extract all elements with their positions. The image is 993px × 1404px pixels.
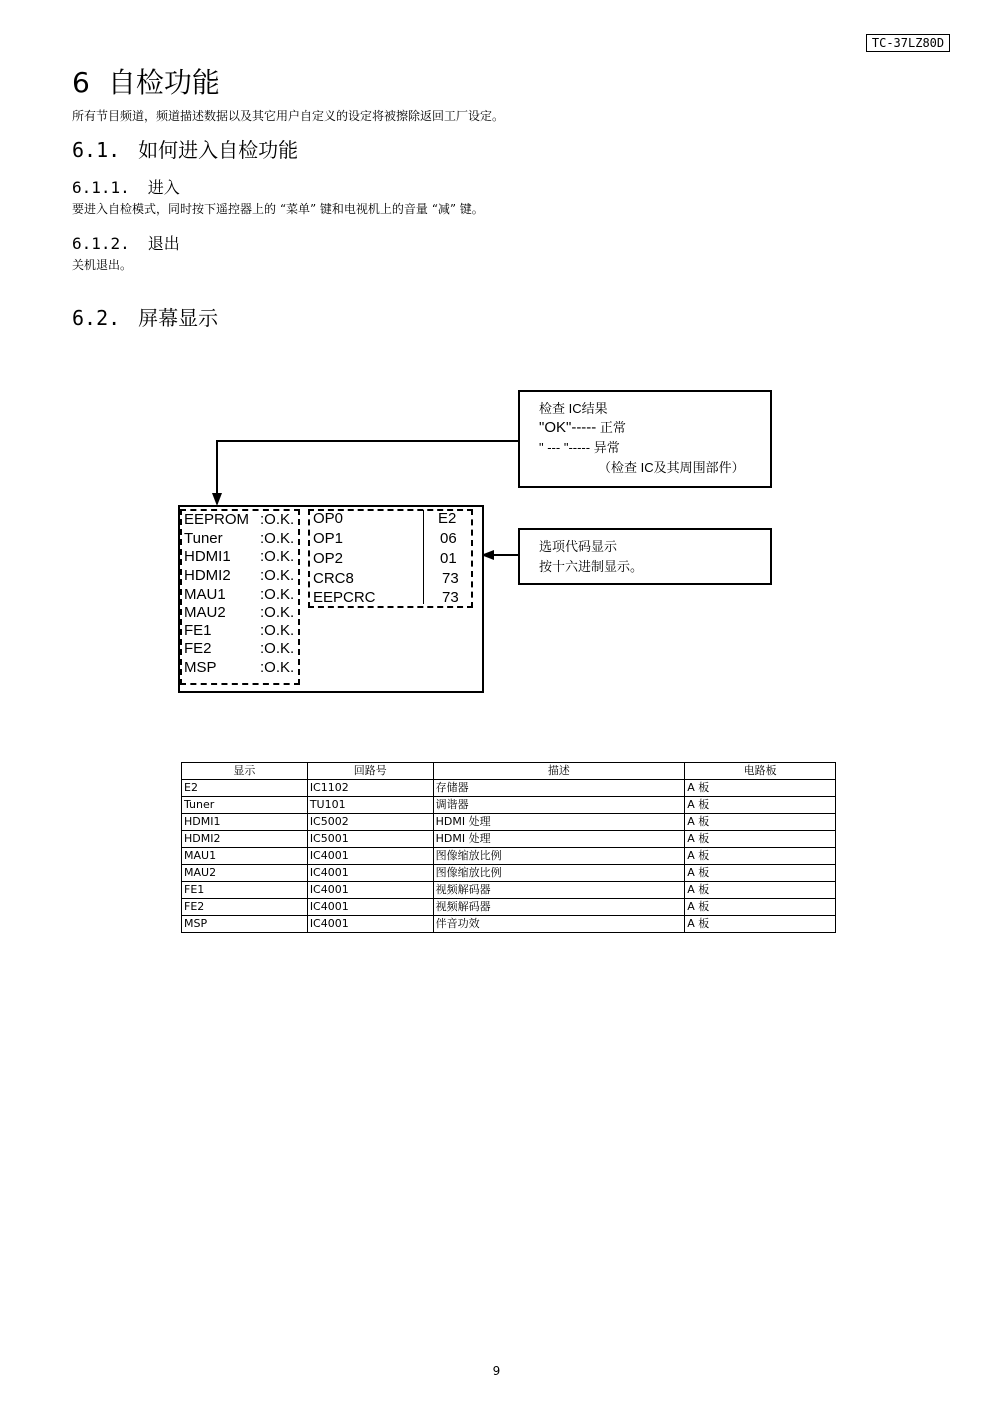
table-row bbox=[182, 899, 836, 916]
check-name: FE1 bbox=[184, 622, 212, 639]
option-code-note bbox=[518, 528, 772, 585]
check-name: Tuner bbox=[184, 530, 223, 547]
table-cell: FE2 bbox=[182, 899, 308, 916]
check-name: EEPROM bbox=[184, 511, 250, 528]
ic-note-ok-code: "OK"----- bbox=[539, 419, 597, 436]
check-status: :O.K. bbox=[260, 511, 295, 528]
option-name: CRC8 bbox=[313, 570, 354, 587]
subsection-6-1-2-title: 退出 bbox=[147, 234, 180, 253]
table-cell: A 板 bbox=[685, 814, 836, 831]
table-cell: IC4001 bbox=[307, 899, 433, 916]
check-status: :O.K. bbox=[260, 622, 295, 639]
table-cell: HDMI 处理 bbox=[433, 831, 685, 848]
table-cell: A 板 bbox=[685, 865, 836, 882]
table-cell: MAU1 bbox=[182, 848, 308, 865]
check-name: MSP bbox=[184, 659, 217, 676]
ic-note-ng-meaning: 异常 bbox=[590, 440, 620, 455]
check-name: MAU1 bbox=[184, 586, 226, 603]
ic-reference-table bbox=[181, 762, 836, 933]
self-check-screen bbox=[178, 505, 484, 693]
option-note-line1: 选项代码显示 bbox=[539, 539, 618, 554]
check-status: :O.K. bbox=[260, 659, 295, 676]
option-value: 73 bbox=[442, 589, 459, 606]
check-status: :O.K. bbox=[260, 586, 295, 603]
option-name: OP1 bbox=[313, 530, 344, 547]
table-cell: 视频解码器 bbox=[433, 899, 685, 916]
check-name: HDMI2 bbox=[184, 567, 231, 584]
subsection-6-2-number: 6.2. bbox=[72, 306, 121, 330]
table-row bbox=[182, 848, 836, 865]
exit-instructions: 关机退出。 bbox=[72, 258, 133, 272]
ic-note-ng-code: " --- "----- bbox=[539, 440, 591, 455]
check-name: FE2 bbox=[184, 640, 212, 657]
table-cell: FE1 bbox=[182, 882, 308, 899]
option-name: EEPCRC bbox=[313, 589, 376, 606]
table-cell: E2 bbox=[182, 780, 308, 797]
table-cell: IC5001 bbox=[307, 831, 433, 848]
subsection-6-1-1-number: 6.1.1. bbox=[72, 178, 130, 197]
table-row bbox=[182, 780, 836, 797]
ic-note-ok-line bbox=[539, 419, 626, 437]
table-cell: 视频解码器 bbox=[433, 882, 685, 899]
table-row bbox=[182, 865, 836, 882]
subsection-6-1-title: 如何进入自检功能 bbox=[138, 138, 299, 162]
table-cell: 图像缩放比例 bbox=[433, 865, 685, 882]
table-row bbox=[182, 797, 836, 814]
check-name: HDMI1 bbox=[184, 548, 231, 565]
table-cell: IC4001 bbox=[307, 848, 433, 865]
option-name: OP0 bbox=[313, 510, 344, 527]
enter-instructions: 要进入自检模式，同时按下遥控器上的 “菜单” 键和电视机上的音量 “减” 键。 bbox=[72, 202, 484, 216]
ic-note-ng-line bbox=[539, 439, 620, 457]
table-cell: A 板 bbox=[685, 916, 836, 933]
option-value: E2 bbox=[438, 510, 457, 527]
option-value: 73 bbox=[442, 570, 459, 587]
subsection-6-1-2-number: 6.1.2. bbox=[72, 234, 130, 253]
column-header: 回路号 bbox=[307, 763, 433, 780]
table-cell: A 板 bbox=[685, 899, 836, 916]
ic-result-note bbox=[518, 390, 772, 488]
table-cell: 调谐器 bbox=[433, 797, 685, 814]
table-cell: A 板 bbox=[685, 848, 836, 865]
check-name: MAU2 bbox=[184, 604, 226, 621]
table-cell: A 板 bbox=[685, 831, 836, 848]
ic-note-connector bbox=[217, 441, 519, 494]
subsection-6-1-number: 6.1. bbox=[72, 138, 121, 162]
table-cell: MAU2 bbox=[182, 865, 308, 882]
table-cell: TU101 bbox=[307, 797, 433, 814]
table-cell: Tuner bbox=[182, 797, 308, 814]
page-number: 9 bbox=[492, 1364, 501, 1378]
ic-note-title: 检查 IC结果 bbox=[539, 401, 608, 416]
table-cell: A 板 bbox=[685, 797, 836, 814]
check-status: :O.K. bbox=[260, 640, 295, 657]
section-title: 自检功能 bbox=[107, 66, 220, 99]
table-row bbox=[182, 916, 836, 933]
table-cell: 存储器 bbox=[433, 780, 685, 797]
table-cell: 图像缩放比例 bbox=[433, 848, 685, 865]
subsection-6-1-1-title: 进入 bbox=[147, 178, 180, 197]
table-cell: 伴音功效 bbox=[433, 916, 685, 933]
column-header: 显示 bbox=[182, 763, 308, 780]
table-cell: IC5002 bbox=[307, 814, 433, 831]
table-cell: A 板 bbox=[685, 882, 836, 899]
option-value: 01 bbox=[440, 550, 457, 567]
check-status: :O.K. bbox=[260, 604, 295, 621]
column-header: 电路板 bbox=[685, 763, 836, 780]
section-intro: 所有节目频道，频道描述数据以及其它用户自定义的设定将被擦除返回工厂设定。 bbox=[72, 109, 505, 123]
table-cell: IC4001 bbox=[307, 865, 433, 882]
ic-note-hint: （检查 IC及其周围部件） bbox=[598, 460, 745, 475]
option-note-line2: 按十六进制显示。 bbox=[539, 559, 644, 574]
option-code-divider bbox=[423, 510, 424, 604]
table-cell: IC1102 bbox=[307, 780, 433, 797]
table-cell: HDMI 处理 bbox=[433, 814, 685, 831]
check-status: :O.K. bbox=[260, 530, 295, 547]
ic-note-ok-meaning: 正常 bbox=[596, 420, 626, 435]
table-cell: HDMI1 bbox=[182, 814, 308, 831]
option-value: 06 bbox=[440, 530, 457, 547]
table-header-row bbox=[182, 763, 836, 780]
table-cell: A 板 bbox=[685, 780, 836, 797]
table-cell: HDMI2 bbox=[182, 831, 308, 848]
check-status: :O.K. bbox=[260, 567, 295, 584]
check-status: :O.K. bbox=[260, 548, 295, 565]
table-cell: IC4001 bbox=[307, 882, 433, 899]
model-tag: TC-37LZ80D bbox=[866, 34, 950, 52]
table-cell: IC4001 bbox=[307, 916, 433, 933]
section-number: 6 bbox=[72, 66, 90, 99]
table-cell: MSP bbox=[182, 916, 308, 933]
subsection-6-2-title: 屏幕显示 bbox=[138, 306, 219, 330]
column-header: 描述 bbox=[433, 763, 685, 780]
table-row bbox=[182, 882, 836, 899]
table-row bbox=[182, 814, 836, 831]
option-name: OP2 bbox=[313, 550, 344, 567]
table-row bbox=[182, 831, 836, 848]
